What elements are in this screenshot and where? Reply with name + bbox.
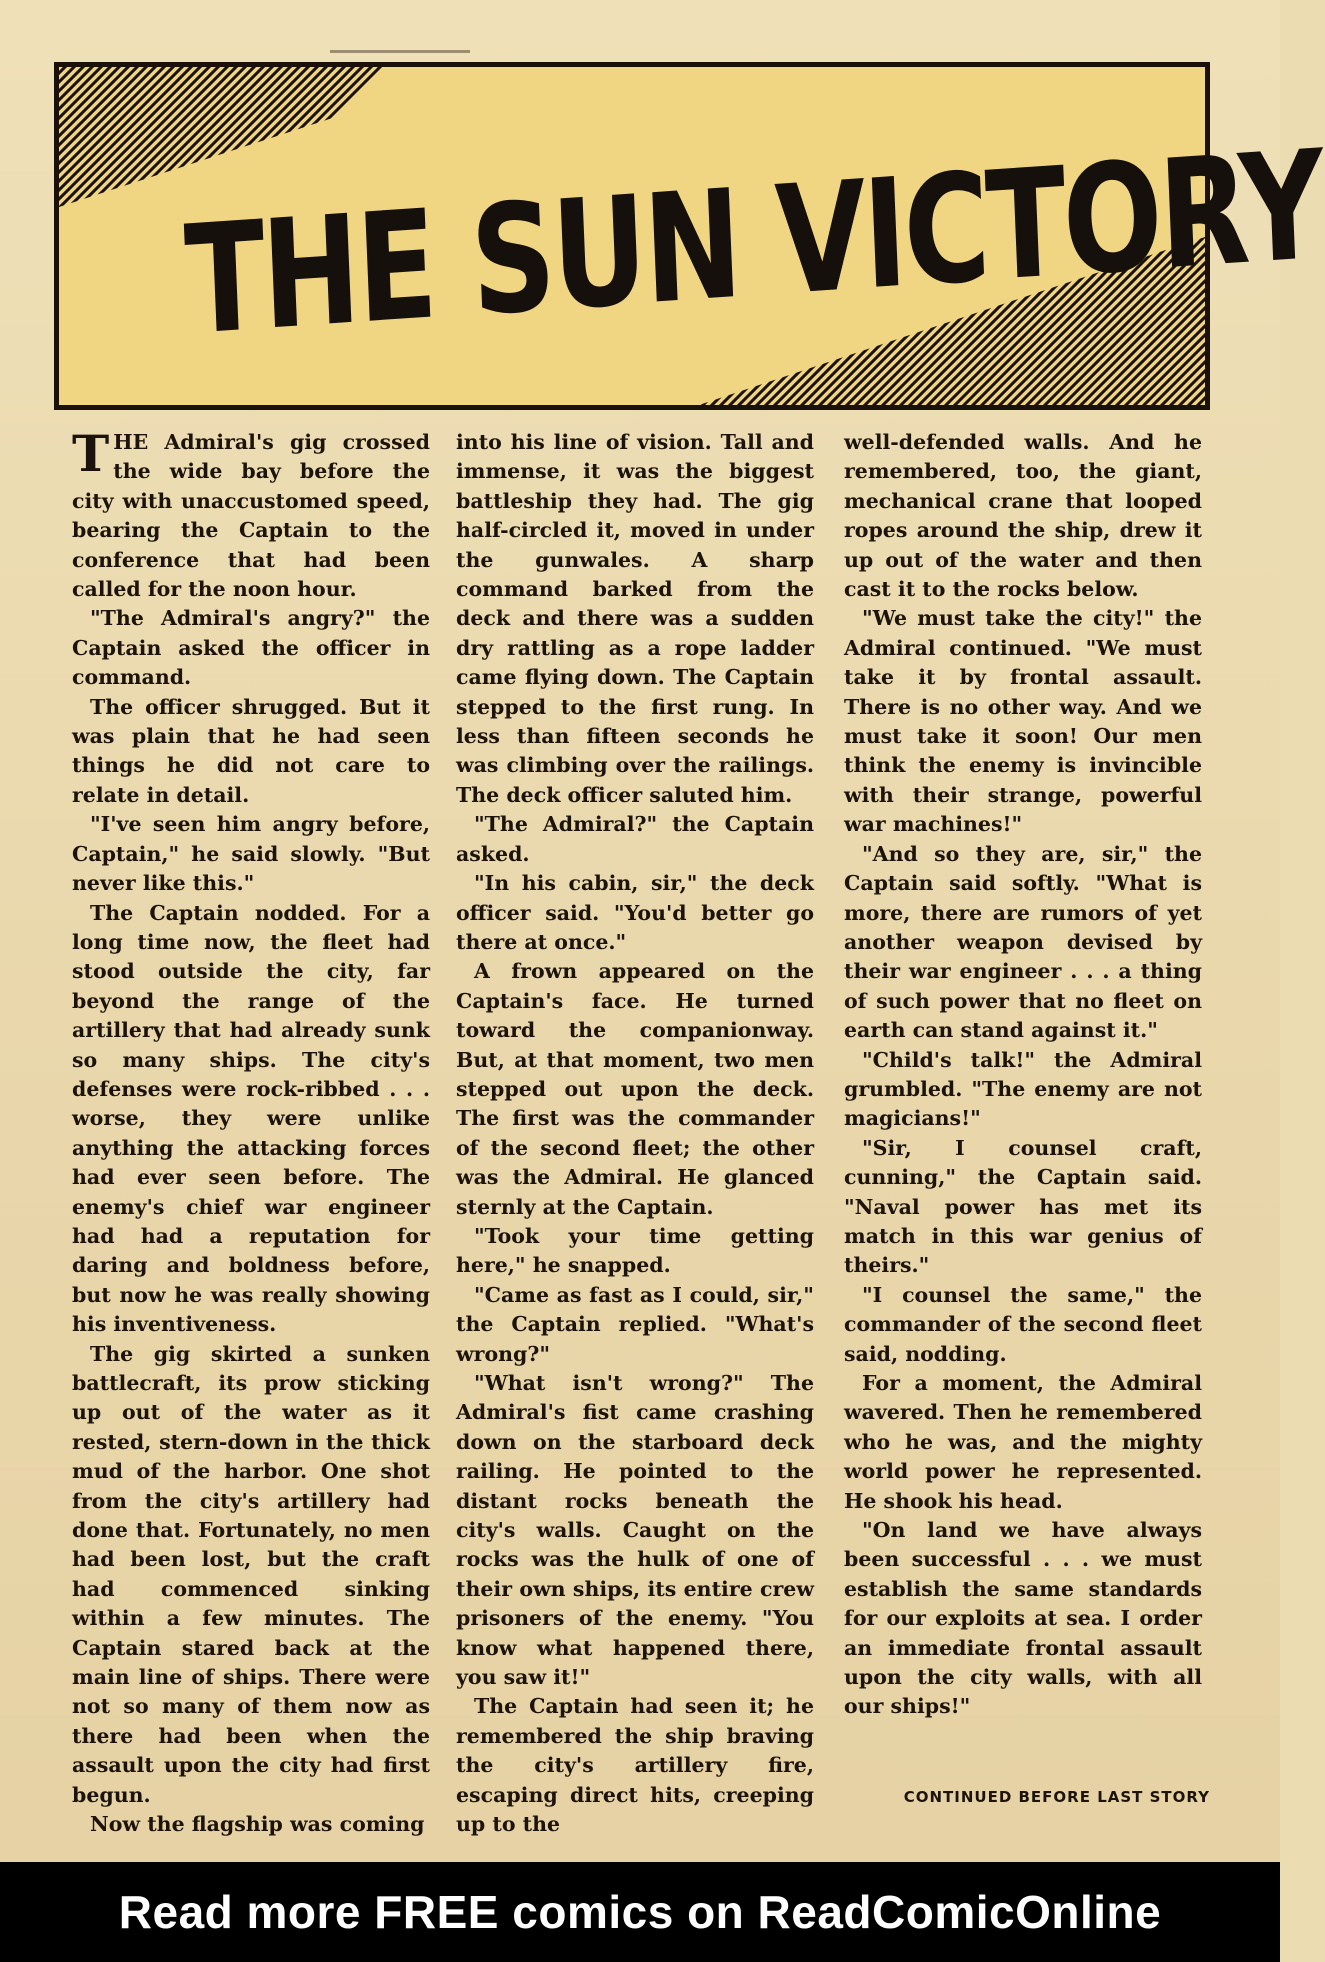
- paragraph-text: "I've seen him angry before, Captain," he said slowly. "But never like this.": [72, 812, 430, 896]
- paragraph-text: into his line of vision. Tall and immense, it was the biggest battleship they had. The gig half-circled it, moved in under the gunwales. A sharp command barked from the deck and there was a sudden dry rattling as a rope ladder came flying down. The Captain stepped to the first rung. In less than fifteen seconds he was climbing over the railings. The deck officer saluted him.: [456, 430, 814, 807]
- paragraph-text: "Came as fast as I could, sir," the Captain replied. "What's wrong?": [456, 1282, 814, 1366]
- drop-cap: T: [72, 424, 110, 483]
- story-paragraph: [844, 840, 1202, 1046]
- story-paragraph: [456, 428, 814, 810]
- print-mark: [330, 50, 470, 53]
- paragraph-text: "The Admiral's angry?" the Captain asked the officer in command.: [72, 606, 430, 690]
- story-paragraph: [456, 957, 814, 1222]
- title-panel: [54, 62, 1325, 410]
- story-paragraph: [844, 1516, 1202, 1722]
- story-paragraph: [456, 1692, 814, 1839]
- paragraph-text: "Child's talk!" the Admiral grumbled. "The enemy are not magicians!": [844, 1047, 1202, 1131]
- story-paragraph: [456, 869, 814, 957]
- paragraph-text: The gig skirted a sunken battlecraft, its prow sticking up out of the water as it rested, stern-down in the thick mud of the harbor. One shot from the city's artillery had done that. Fortunately, no men had been lost, but the craft had commenced sinking within a few minutes. The Captain stared back at the main line of ships. There were not so many of them now as there had been when the assault upon the city had first begun.: [72, 1341, 430, 1807]
- continued-note: CONTINUED BEFORE LAST STORY: [903, 1788, 1210, 1806]
- paragraph-text: A frown appeared on the Captain's face. He turned toward the companionway. But, at that moment, two men stepped out upon the deck. The first was the commander of the second fleet; the other was the Admiral. He glanced sternly at the Captain.: [456, 959, 814, 1219]
- story-columns: [72, 424, 1212, 1837]
- story-title: THE SUN VICTORY: [182, 118, 1325, 369]
- column-2: [456, 428, 814, 1840]
- promo-banner[interactable]: [0, 1862, 1280, 1962]
- column-3: [844, 428, 1202, 1722]
- paragraph-text: well-defended walls. And he remembered, too, the giant, mechanical crane that looped ropes around the ship, drew it up out of the water and then cast it to the rocks below.: [844, 430, 1202, 602]
- hatch-line: [0, 0, 204, 467]
- paragraph-text: "What isn't wrong?" The Admiral's fist came crashing down on the starboard deck railing. He pointed to the distant rocks beneath the city's walls. Caught on the rocks was the hulk of one of their own ships, its entire crew prisoners of the enemy. "You know what happened there, you saw it!": [456, 1371, 814, 1690]
- paragraph-text: Now the flagship was coming: [90, 1812, 425, 1837]
- paragraph-text: "On land we have always been successful . . . we must establish the same standards for our exploits at sea. I order an immediate frontal assault upon the city walls, with all our ships!": [844, 1518, 1202, 1719]
- paragraph-text: "And so they are, sir," the Captain said softly. "What is more, there are rumors of yet another weapon devised by their war engineer . . . a thing of such power that no fleet on earth can stand against it.": [844, 841, 1202, 1043]
- paragraph-text: "We must take the city!" the Admiral continued. "We must take it by frontal assault. There is no other way. And we must take it soon! Our men think the enemy is invincible with their strange, powerful war machines!": [844, 606, 1202, 837]
- story-paragraph: [72, 693, 430, 811]
- story-paragraph: [456, 1281, 814, 1369]
- story-paragraph: [72, 1810, 430, 1839]
- paragraph-text: "The Admiral?" the Captain asked.: [456, 812, 814, 866]
- paragraph-text: The Captain nodded. For a long time now, the fleet had stood outside the city, far beyond the range of the artillery that had already sunk so many ships. The city's defenses were rock-ribbed . . . worse, they were unlike anything the attacking forces had ever seen before. The enemy's chief war engineer had had a reputation for daring and boldness before, but now he was really showing his inventiveness.: [72, 900, 430, 1337]
- paragraph-text: "Took your time getting here," he snapped.: [456, 1223, 814, 1278]
- paragraph-text: The officer shrugged. But it was plain that he had seen things he did not care to relate in detail.: [72, 694, 430, 807]
- paragraph-text: For a moment, the Admiral wavered. Then he remembered who he was, and the mighty world power he represented. He shook his head.: [844, 1371, 1202, 1513]
- promo-banner-text[interactable]: Read more FREE comics on ReadComicOnline: [118, 1886, 1162, 1938]
- story-paragraph: [72, 810, 430, 898]
- story-paragraph: [456, 1369, 814, 1692]
- paragraph-text: HE Admiral's gig crossed the wide bay before the city with unaccustomed speed, bearing the Captain to the conference that had been called for the noon hour.: [72, 430, 430, 602]
- paragraph-text: "In his cabin, sir," the deck officer said. "You'd better go there at once.": [456, 871, 814, 954]
- story-paragraph: [844, 604, 1202, 839]
- story-paragraph: [456, 810, 814, 869]
- column-1: [72, 424, 430, 1840]
- story-paragraph: [72, 604, 430, 692]
- story-paragraph: [72, 424, 430, 604]
- story-paragraph: [72, 899, 430, 1340]
- story-paragraph: [456, 1222, 814, 1281]
- story-paragraph: [844, 1369, 1202, 1516]
- story-paragraph: [844, 1281, 1202, 1369]
- paragraph-text: "I counsel the same," the commander of the second fleet said, nodding.: [844, 1282, 1202, 1366]
- paragraph-text: The Captain had seen it; he remembered the ship braving the city's artillery fire, escaping direct hits, creeping up to the: [456, 1694, 814, 1837]
- story-paragraph: [844, 428, 1202, 604]
- story-paragraph: [844, 1134, 1202, 1281]
- story-paragraph: [72, 1340, 430, 1811]
- hatch-line: [0, 0, 186, 467]
- paragraph-text: "Sir, I counsel craft, cunning," the Captain said. "Naval power has met its match in this war genius of theirs.": [844, 1135, 1202, 1278]
- story-paragraph: [844, 1046, 1202, 1134]
